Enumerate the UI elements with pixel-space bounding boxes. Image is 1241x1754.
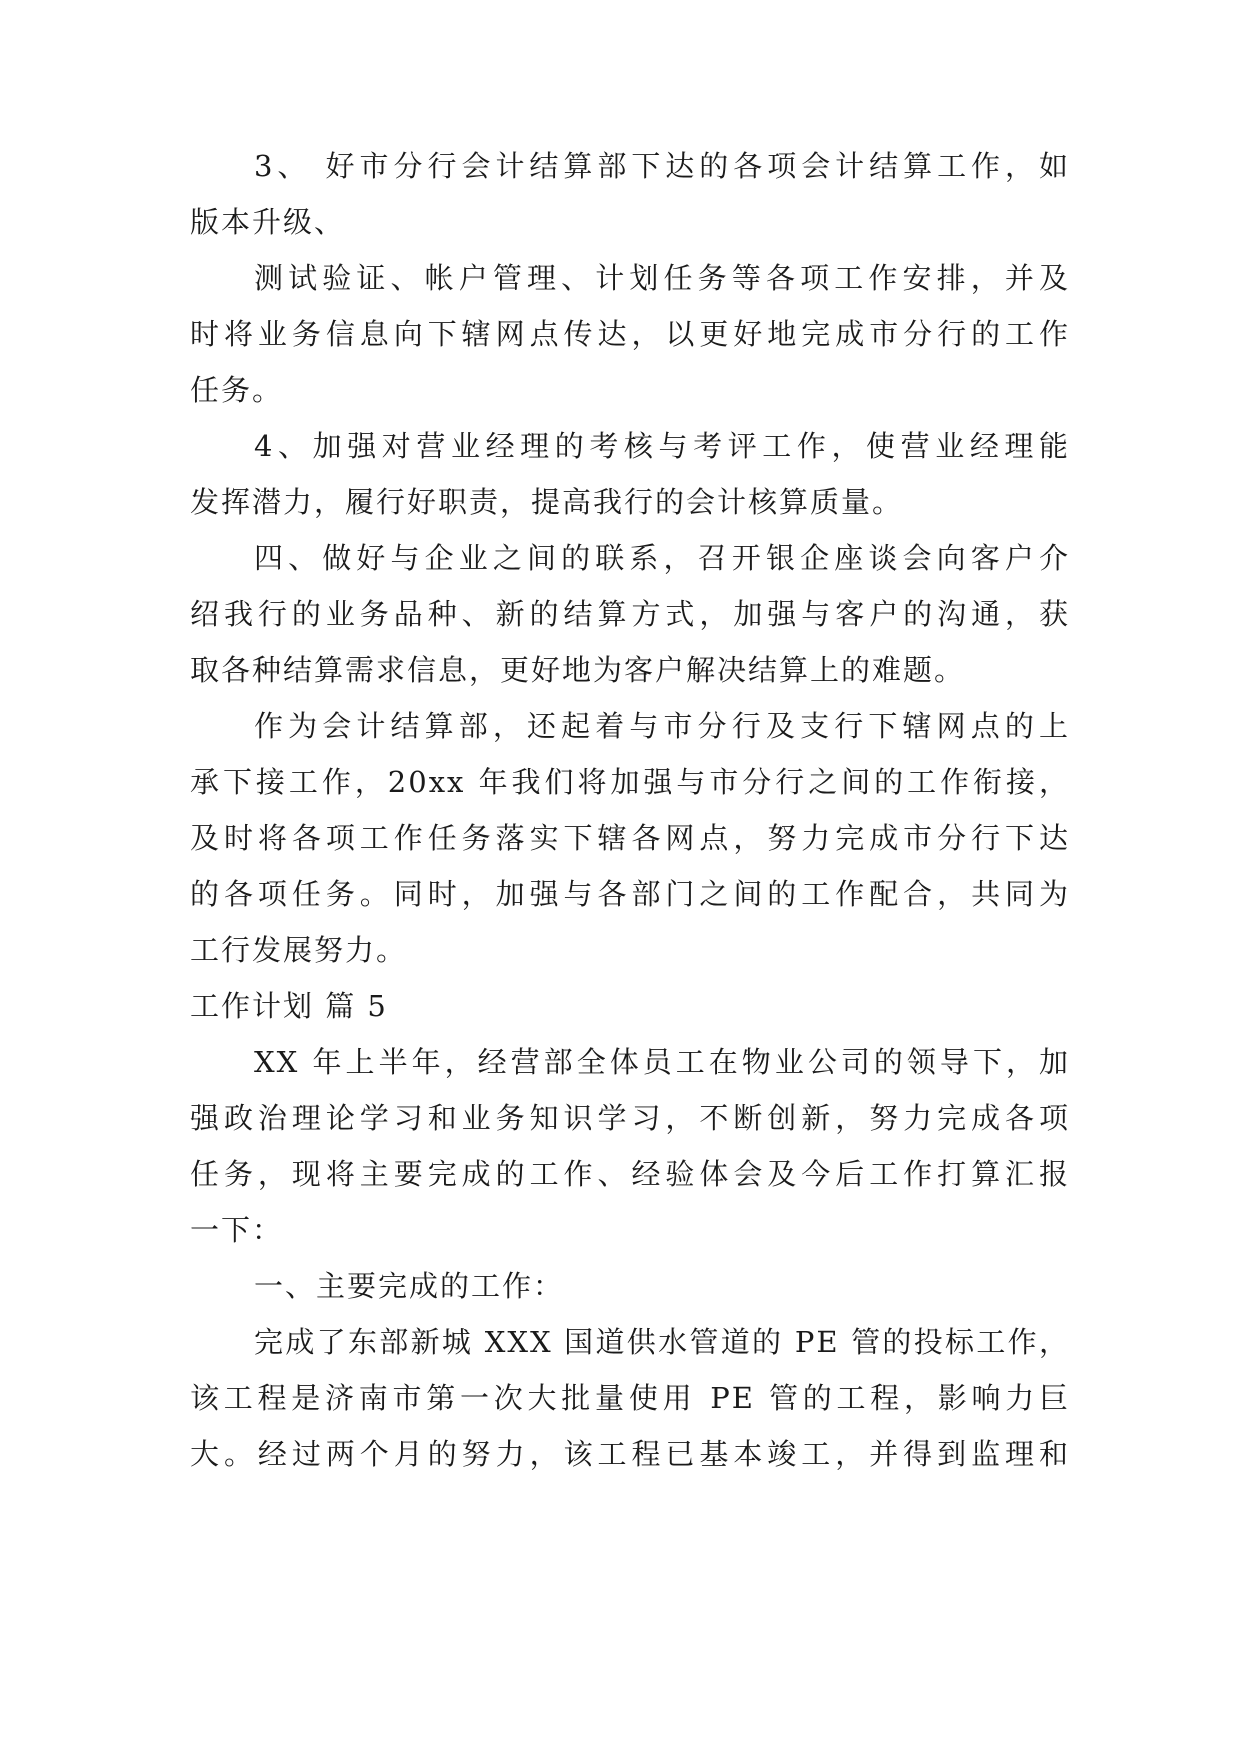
paragraph-line: 3、 好市分行会计结算部下达的各项会计结算工作，如 [254,149,1070,183]
paragraph-line: 测试验证、帐户管理、计划任务等各项工作安排，并及 [254,261,1070,295]
paragraph-line: 的各项任务。同时，加强与各部门之间的工作配合，共同为 [190,877,1070,911]
section-heading: 工作计划 篇 5 [190,989,388,1023]
paragraph-line: 时将业务信息向下辖网点传达，以更好地完成市分行的工作 [190,317,1070,351]
paragraph-line: 承下接工作，20xx 年我们将加强与市分行之间的工作衔接， [190,765,1070,799]
paragraph-line: 一下： [190,1213,284,1247]
paragraph-line: 强政治理论学习和业务知识学习，不断创新，努力完成各项 [190,1101,1070,1135]
paragraph-line: 版本升级、 [190,205,346,239]
paragraph-line: 任务，现将主要完成的工作、经验体会及今后工作打算汇报 [190,1157,1070,1191]
paragraph-line: 四、做好与企业之间的联系，召开银企座谈会向客户介 [254,541,1070,575]
paragraph-line: 工行发展努力。 [190,933,408,967]
paragraph-line: 完成了东部新城 XXX 国道供水管道的 PE 管的投标工作， [254,1325,1070,1359]
paragraph-line: 4、加强对营业经理的考核与考评工作，使营业经理能 [254,429,1070,463]
paragraph-line: 绍我行的业务品种、新的结算方式，加强与客户的沟通，获 [190,597,1070,631]
paragraph-line: 作为会计结算部，还起着与市分行及支行下辖网点的上 [254,709,1070,743]
paragraph-line: 取各种结算需求信息，更好地为客户解决结算上的难题。 [190,653,966,687]
paragraph-line: 该工程是济南市第一次大批量使用 PE 管的工程，影响力巨 [190,1381,1070,1415]
paragraph-line: 大。经过两个月的努力，该工程已基本竣工，并得到监理和 [190,1437,1070,1471]
paragraph-line: 任务。 [190,373,284,407]
paragraph-line: XX 年上半年，经营部全体员工在物业公司的领导下，加 [254,1045,1070,1079]
subheading-line: 一、主要完成的工作： [254,1269,565,1303]
paragraph-line: 发挥潜力，履行好职责，提高我行的会计核算质量。 [190,485,904,519]
paragraph-line: 及时将各项工作任务落实下辖各网点，努力完成市分行下达 [190,821,1070,855]
